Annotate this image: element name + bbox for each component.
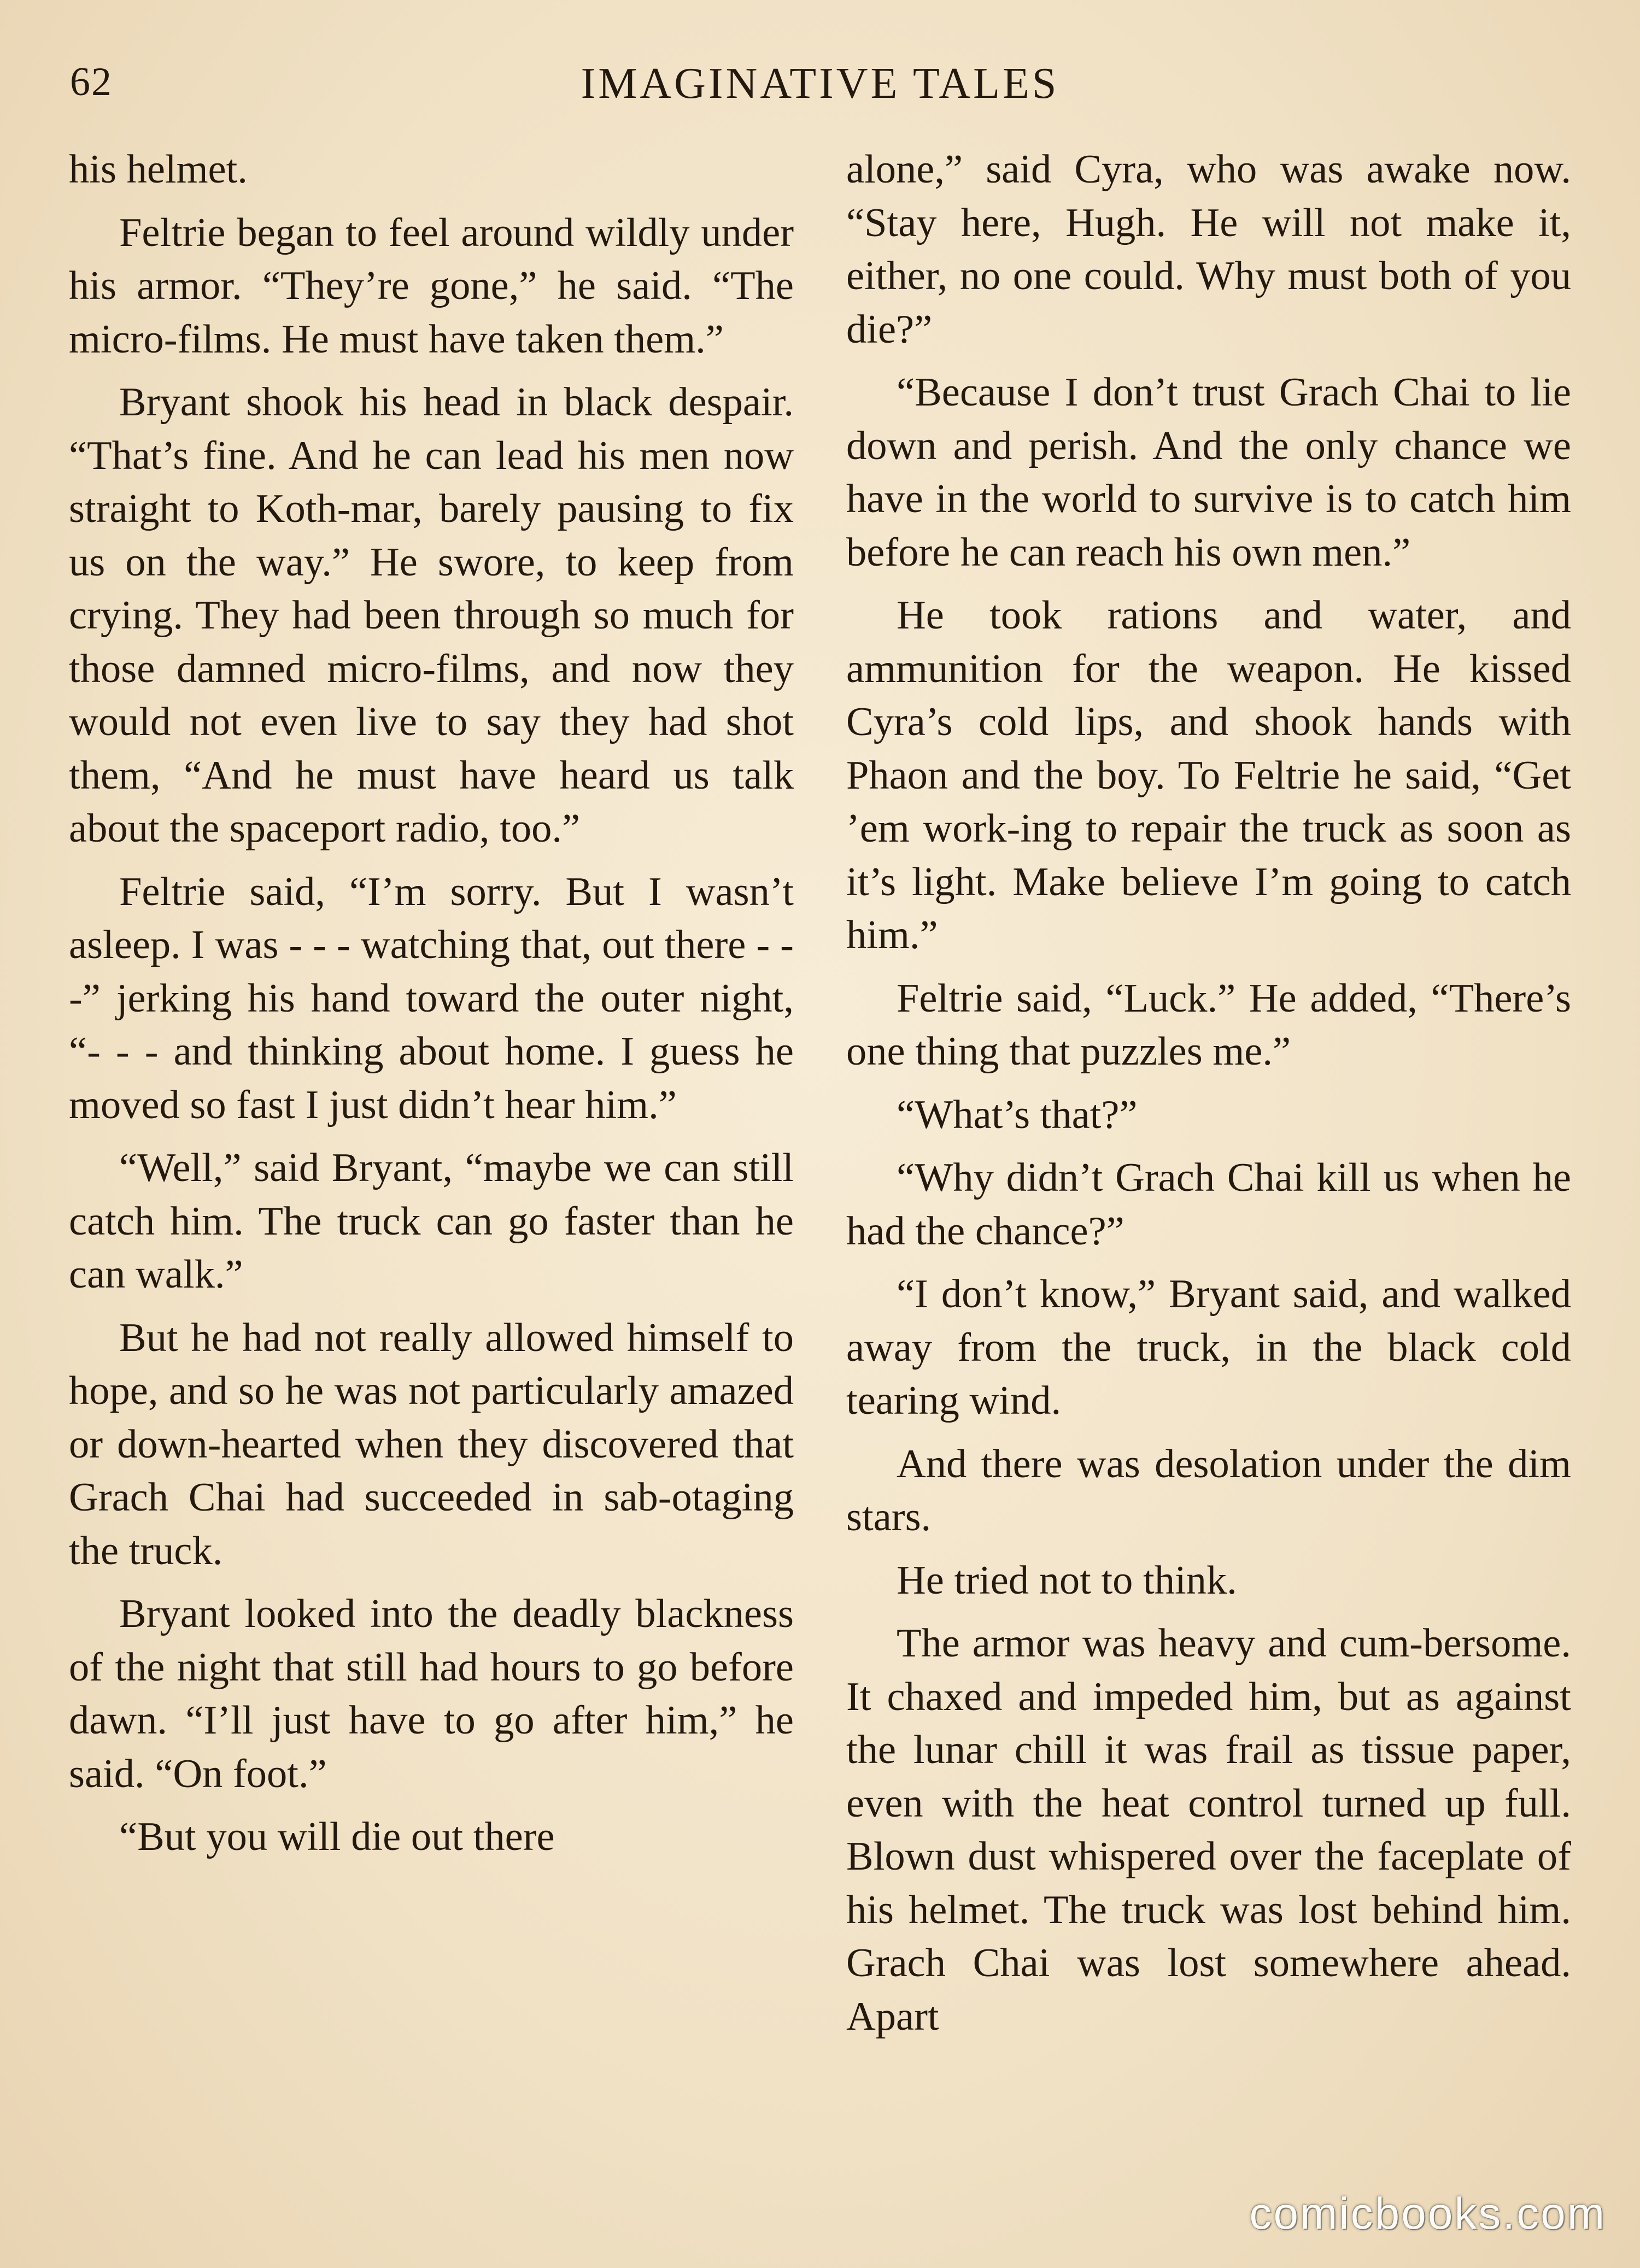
paragraph: Bryant shook his head in black despair. “That’s fine. And he can lead his men now straight to Koth-mar, barely pausing to fix us on the way.” He swore, to keep from crying. They had been through so much for those damned micro-films, and now they would not even live to say they had shot them, “And he must have heard us talk about the spaceport radio, too.” <box>69 380 794 851</box>
paragraph: “But you will die out there <box>119 1814 555 1859</box>
paragraph: He took rations and water, and ammunition for the weapon. He kissed Cyra’s cold lips, and shook hands with Phaon and the boy. To Feltrie he said, “Get ’em work-ing to repair the truck as soon as it’s light. Make believe I’m going to catch him.” <box>846 593 1571 957</box>
paragraph: alone,” said Cyra, who was awake now. “Stay here, Hugh. He will not make it, either, no one could. Why must both of you die?” <box>846 147 1571 352</box>
paragraph: Feltrie said, “Luck.” He added, “There’s one thing that puzzles me.” <box>846 976 1571 1074</box>
paragraph: “Why didn’t Grach Chai kill us when he had the chance?” <box>846 1155 1571 1254</box>
paragraph: The armor was heavy and cum-bersome. It chaxed and impeded him, but as against the lunar chill it was frail as tissue paper, even with the heat control turned up full. Blown dust whispered over the faceplate of his helmet. The truck was lost behind him. Grach Chai was lost somewhere ahead. Apart <box>846 1621 1571 2039</box>
paragraph: And there was desolation under the dim stars. <box>846 1441 1571 1540</box>
paragraph: “What’s that?” <box>897 1092 1138 1137</box>
paragraph: “Because I don’t trust Grach Chai to lie down and perish. And the only chance we have in the world to survive is to catch him before he can reach his own men.” <box>846 370 1571 575</box>
paragraph: He tried not to think. <box>897 1558 1237 1603</box>
paragraph: But he had not really allowed himself to hope, and so he was not particularly amazed or down-hearted when they discovered that Grach Chai had succeeded in sab-otaging the truck. <box>69 1315 794 1573</box>
paragraph: “Well,” said Bryant, “maybe we can still catch him. The truck can go faster than he can walk.” <box>69 1145 794 1297</box>
paragraph: “I don’t know,” Bryant said, and walked away from the truck, in the black cold tearing wind. <box>846 1272 1571 1423</box>
page-header <box>70 59 1570 119</box>
left-column <box>69 143 794 1874</box>
right-column <box>846 143 1571 2053</box>
paragraph: his helmet. <box>69 147 248 192</box>
paragraph: Feltrie began to feel around wildly under his armor. “They’re gone,” he said. “The micro-films. He must have taken them.” <box>69 210 794 362</box>
paragraph: Bryant looked into the deadly blackness of the night that still had hours to go before dawn. “I’ll just have to go after him,” he said. “On foot.” <box>69 1591 794 1796</box>
site-watermark: comicbooks.com <box>1249 2189 1606 2238</box>
paragraph: Feltrie said, “I’m sorry. But I wasn’t asleep. I was - - - watching that, out there - - -” jerking his hand toward the outer night, “- - - and thinking about home. I guess he moved so fast I just didn’t hear him.” <box>69 869 794 1127</box>
page-number: 62 <box>70 60 113 104</box>
running-title: IMAGINATIVE TALES <box>581 60 1059 108</box>
